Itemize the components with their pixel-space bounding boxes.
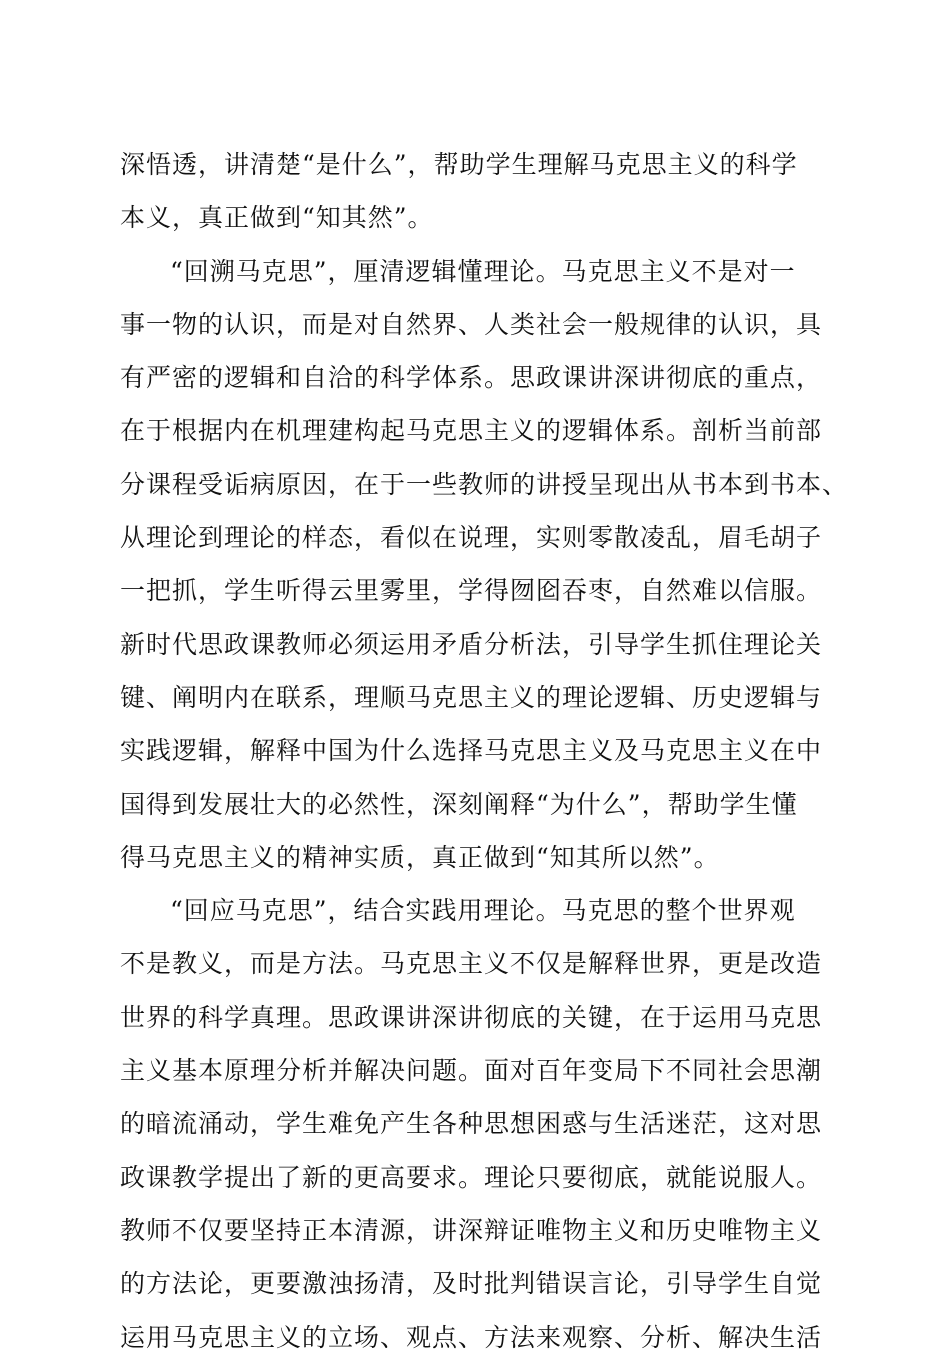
text-line: 本义，真正做到“知其然”。	[120, 203, 434, 233]
text-line: 实践逻辑，解释中国为什么选择马克思主义及马克思主义在中	[120, 736, 823, 766]
text-line: 新时代思政课教师必须运用矛盾分析法，引导学生抓住理论关	[120, 629, 823, 659]
text-line: 世界的科学真理。思政课讲深讲彻底的关键，在于运用马克思	[120, 1002, 823, 1032]
text-line: 从理论到理论的样态，看似在说理，实则零散凌乱，眉毛胡子	[120, 523, 823, 553]
text-line: 教师不仅要坚持正本清源，讲深辩证唯物主义和历史唯物主义	[120, 1215, 823, 1245]
body-text	[120, 138, 849, 1364]
text-line: 一把抓，学生听得云里雾里，学得囫囵吞枣，自然难以信服。	[120, 576, 823, 606]
text-line: 的暗流涌动，学生难免产生各种思想困惑与生活迷茫，这对思	[120, 1109, 823, 1139]
text-line: 得马克思主义的精神实质，真正做到“知其所以然”。	[120, 842, 720, 872]
text-line: 分课程受诟病原因，在于一些教师的讲授呈现出从书本到书本、	[120, 469, 849, 499]
text-line: 在于根据内在机理建构起马克思主义的逻辑体系。剖析当前部	[120, 416, 823, 446]
text-line: 键、阐明内在联系，理顺马克思主义的理论逻辑、历史逻辑与	[120, 682, 823, 712]
text-line: 不是教义，而是方法。马克思主义不仅是解释世界，更是改造	[120, 949, 823, 979]
text-line: 运用马克思主义的立场、观点、方法来观察、分析、解决生活	[120, 1322, 823, 1352]
text-line: 的方法论，更要激浊扬清，及时批判错误言论，引导学生自觉	[120, 1269, 823, 1299]
text-line: 事一物的认识，而是对自然界、人类社会一般规律的认识，具	[120, 309, 823, 339]
text-line: 政课教学提出了新的更高要求。理论只要彻底，就能说服人。	[120, 1162, 823, 1192]
text-line: 深悟透，讲清楚“是什么”，帮助学生理解马克思主义的科学	[120, 150, 798, 179]
paragraph-start-line: “回溯马克思”，厘清逻辑懂理论。马克思主义不是对一	[170, 256, 796, 286]
paragraph-start-line: “回应马克思”，结合实践用理论。马克思的整个世界观	[170, 896, 796, 926]
text-line: 国得到发展壮大的必然性，深刻阐释“为什么”，帮助学生懂	[120, 789, 798, 819]
text-line: 主义基本原理分析并解决问题。面对百年变局下不同社会思潮	[120, 1056, 823, 1086]
text-line: 有严密的逻辑和自洽的科学体系。思政课讲深讲彻底的重点，	[120, 363, 823, 393]
